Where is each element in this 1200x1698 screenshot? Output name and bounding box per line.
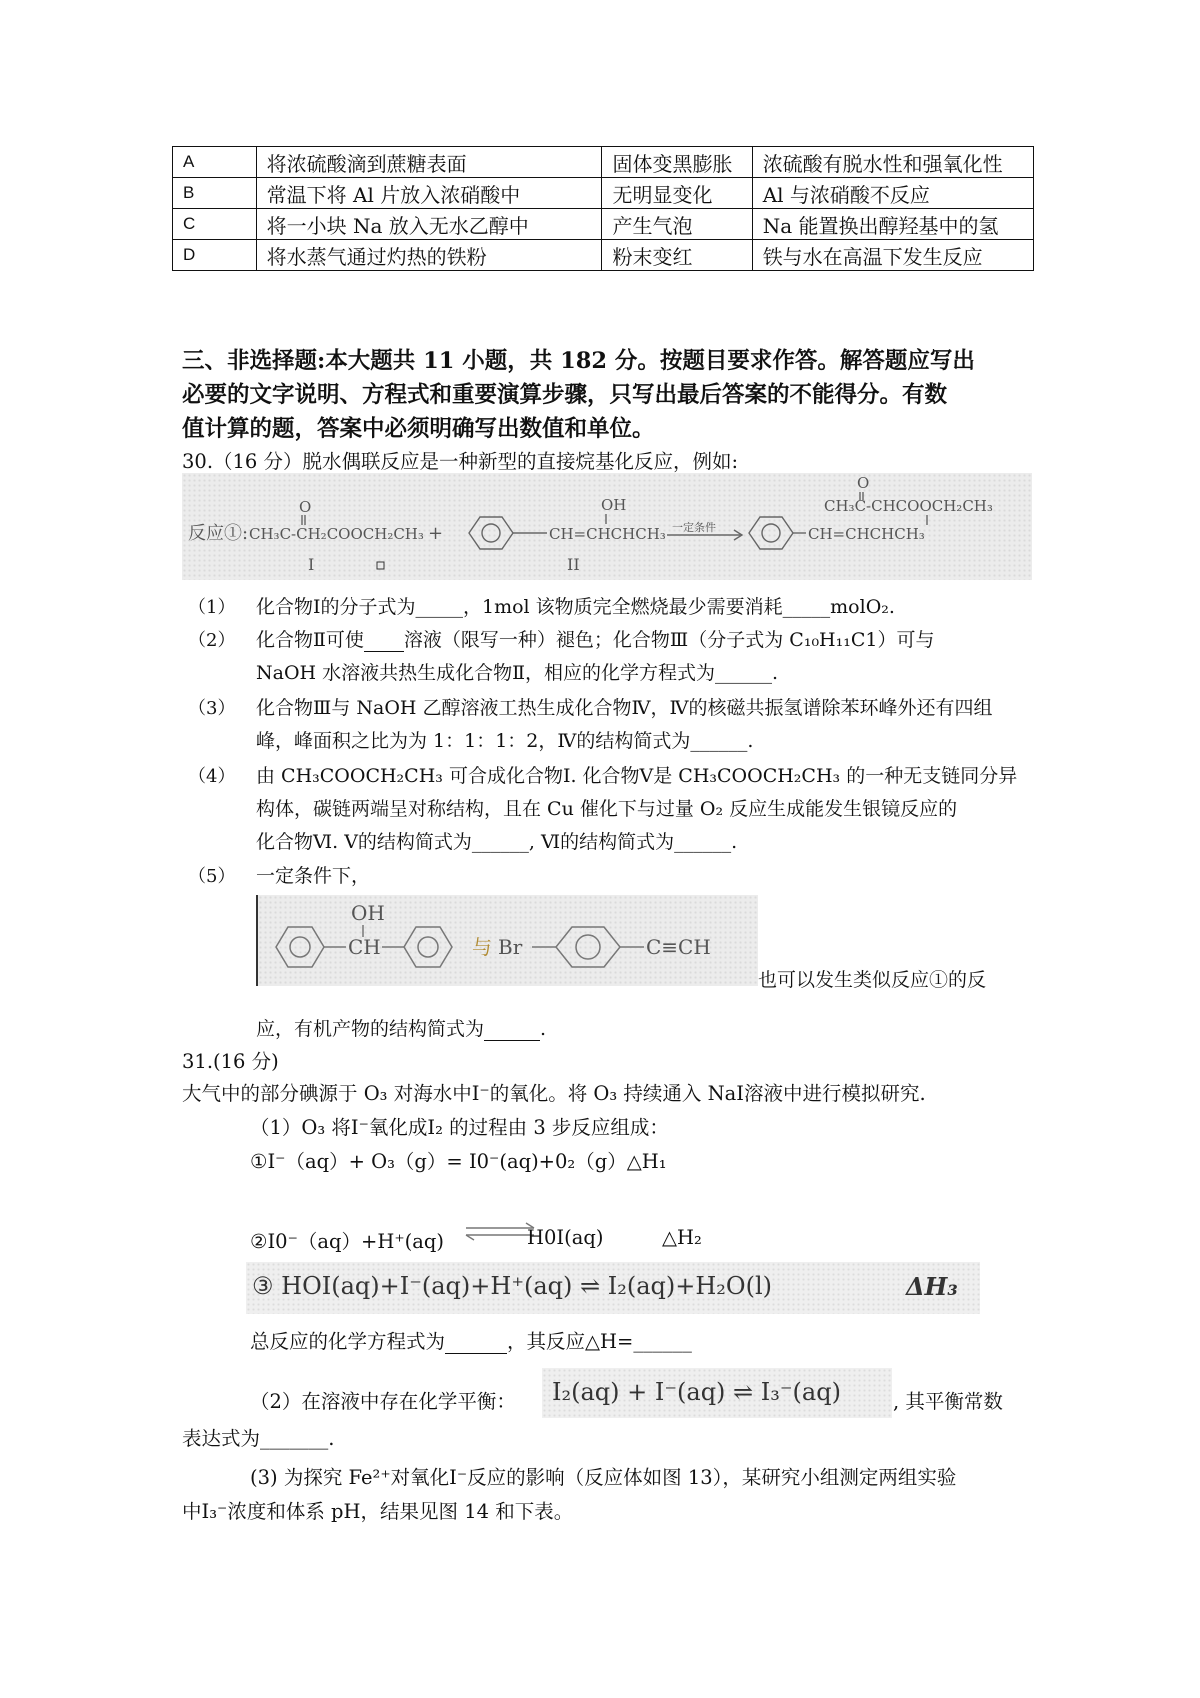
q30-part5-text-a: 应，有机产物的结构简式为 xyxy=(256,1018,485,1040)
product-benzene-inner-icon xyxy=(762,524,780,542)
q31-step1: ①Ⅰ⁻（aq）+ O₃（g）= Ⅰ0⁻(aq)+0₂（g）△H₁ xyxy=(250,1150,667,1173)
q31-intro: 大气中的部分碘源于 O₃ 对海水中Ⅰ⁻的氧化。将 O₃ 持续通入 NaⅠ溶液中进行模拟研究. xyxy=(182,1082,926,1105)
q31-part1: （1）O₃ 将Ⅰ⁻氧化成Ⅰ₂ 的过程由 3 步反应组成： xyxy=(250,1116,669,1139)
option-conclusion: Al 与浓硝酸不反应 xyxy=(752,178,1033,209)
q30-part1-number: （1） xyxy=(188,597,236,618)
second-ring-inner-icon xyxy=(418,937,438,957)
step3-enthalpy: ΔH₃ xyxy=(906,1272,958,1301)
q31-part3-line2: 中Ⅰ₃⁻浓度和体系 pH，结果见图 14 和下表。 xyxy=(182,1500,574,1523)
option-row-a xyxy=(173,147,1034,178)
third-ring-icon xyxy=(556,927,620,967)
third-ring-inner-icon xyxy=(576,935,600,959)
q31-total-text-b: ，其反应△H=______ xyxy=(507,1330,692,1353)
option-phenomenon: 无明显变化 xyxy=(602,178,752,209)
p5-alkyne-label: C≡CH xyxy=(646,935,711,959)
part2-equation: I₂(aq) + I⁻(aq) ⇌ I₃⁻(aq) xyxy=(552,1378,841,1406)
option-letter: C xyxy=(173,209,257,240)
q31-part2-line2: 表达式为_______. xyxy=(182,1427,335,1450)
q30-part3-line2: 峰，峰面积之比为为 1：1：1：2，Ⅳ的结构简式为______. xyxy=(256,730,754,752)
q31-part3-line1: (3) 为探究 Fe²⁺对氧化Ⅰ⁻反应的影响（反应体如图 13），某研究小组测定两组实验 xyxy=(250,1466,957,1489)
p5-oh-label: OH xyxy=(351,901,385,925)
plus-sign: + xyxy=(428,523,444,544)
q30-part2-line2: NaOH 水溶液共热生成化合物Ⅱ，相应的化学方程式为______. xyxy=(256,662,779,684)
option-conclusion: 铁与水在高温下发生反应 xyxy=(752,240,1033,271)
q30-part4-line1: 由 CH₃COOCH₂CH₃ 可合成化合物Ⅰ. 化合物Ⅴ是 CH₃COOCH₂CH₃ 的一种无支链同分异 xyxy=(256,765,1018,787)
product-bottom-formula: CH=CHCHCH₃ xyxy=(808,525,925,543)
reaction-5-image xyxy=(256,895,758,986)
q31-title: 31.(16 分) xyxy=(182,1050,279,1073)
q30-part4-line2: 构体，碳链两端呈对称结构，且在 Cu 催化下与过量 O₂ 反应生成能发生银镜反应的 xyxy=(256,798,958,820)
q30-part1: 化合物Ⅰ的分子式为_____，1mol 该物质完全燃烧最少需要消耗_____molO₂. xyxy=(256,596,895,618)
phenyl-ring-icon xyxy=(276,927,324,967)
q30-part2-blank xyxy=(364,629,404,652)
q31-part2-text: （2）在溶液中存在化学平衡： xyxy=(250,1390,516,1413)
q30-part5-tail: 也可以发生类似反应①的反 xyxy=(758,969,987,991)
compound-label-2: II xyxy=(567,555,580,574)
q30-part2-text-a: 化合物Ⅱ可使 xyxy=(256,629,364,651)
q30-part5-line3 xyxy=(256,1014,546,1041)
q31-step2-right: H0Ⅰ(aq) xyxy=(527,1226,604,1249)
reactant1-formula: CH₃C-CH₂COOCH₂CH₃ xyxy=(249,525,424,543)
q30-stem: 30.（16 分）脱水偶联反应是一种新型的直接烷基化反应，例如: xyxy=(182,450,739,473)
section-heading-line-3: 值计算的题，答案中必须明确写出数值和单位。 xyxy=(182,416,655,442)
section-heading-line-2: 必要的文字说明、方程式和重要演算步骤，只写出最后答案的不能得分。有数 xyxy=(182,382,948,408)
option-row-c xyxy=(173,209,1034,240)
q30-part4-number: （4） xyxy=(188,766,236,787)
q30-part5-text-b: . xyxy=(540,1018,547,1040)
p5-with-label: 与 xyxy=(472,935,492,959)
reaction-1-image xyxy=(182,473,1032,580)
reaction-1-drawing xyxy=(182,473,1032,580)
reaction-label: 反应①: xyxy=(188,523,249,544)
option-operation: 将水蒸气通过灼热的铁粉 xyxy=(256,240,602,271)
q31-total-line xyxy=(250,1326,692,1354)
q31-part2-tail: , 其平衡常数 xyxy=(893,1390,1003,1413)
option-operation: 常温下将 Al 片放入浓硝酸中 xyxy=(256,178,602,209)
options-table xyxy=(172,146,1034,271)
second-ring-icon xyxy=(404,927,452,967)
reactant2-formula: CH=CHCHCH₃ xyxy=(549,525,666,543)
product-top-formula: CH₃C-CHCOOCH₂CH₃ xyxy=(824,497,993,515)
step3-equation-image xyxy=(246,1262,980,1314)
option-phenomenon: 粉末变红 xyxy=(602,240,752,271)
option-row-b xyxy=(173,178,1034,209)
step3-equation: ③ HOI(aq)+I⁻(aq)+H⁺(aq) ⇌ I₂(aq)+H₂O(l) xyxy=(252,1272,772,1300)
phenyl-ring-inner-icon xyxy=(290,937,310,957)
p5-br-label: Br xyxy=(498,935,523,959)
reaction-condition: 一定条件 xyxy=(672,521,716,534)
compound-label-1: I xyxy=(308,555,315,574)
q30-part5-line1: 一定条件下， xyxy=(256,865,371,887)
q30-part2-number: （2） xyxy=(188,630,236,651)
small-box-mark xyxy=(377,562,384,569)
option-operation: 将浓硫酸滴到蔗糖表面 xyxy=(256,147,602,178)
p5-ch-label: CH xyxy=(348,935,381,959)
q30-part3-number: （3） xyxy=(188,698,236,719)
q30-part3-line1: 化合物Ⅲ与 NaOH 乙醇溶液工热生成化合物Ⅳ，Ⅳ的核磁共振氢谱除苯环峰外还有四组 xyxy=(256,697,993,719)
q30-part2-text-b: 溶液（限写一种）褪色；化合物Ⅲ（分子式为 C₁₀H₁₁C1）可与 xyxy=(403,629,935,651)
q31-total-text-a: 总反应的化学方程式为 xyxy=(250,1330,446,1353)
option-row-d xyxy=(173,240,1034,271)
option-letter: A xyxy=(173,147,257,178)
q30-part4-line3: 化合物Ⅵ. Ⅴ的结构简式为______, Ⅵ的结构简式为______. xyxy=(256,831,738,853)
product-carbonyl-o: O xyxy=(857,474,870,492)
option-phenomenon: 产生气泡 xyxy=(602,209,752,240)
reactant1-carbonyl-o: O xyxy=(299,498,312,516)
q31-step2-dh: △H₂ xyxy=(662,1226,702,1249)
q30-part5-number: （5） xyxy=(188,866,236,887)
option-phenomenon: 固体变黑膨胀 xyxy=(602,147,752,178)
reaction-5-drawing xyxy=(258,895,758,986)
option-letter: D xyxy=(173,240,257,271)
product-benzene-ring-icon xyxy=(749,517,793,549)
q31-total-blank xyxy=(445,1330,507,1354)
q30-part5-blank xyxy=(484,1018,540,1041)
option-operation: 将一小块 Na 放入无水乙醇中 xyxy=(256,209,602,240)
benzene-ring-inner-icon xyxy=(482,524,500,542)
benzene-ring-icon xyxy=(469,517,513,549)
q31-step2-left: ②Ⅰ0⁻（aq）+H⁺(aq) xyxy=(250,1230,444,1253)
option-conclusion: Na 能置换出醇羟基中的氢 xyxy=(752,209,1033,240)
q30-part2-line1 xyxy=(256,625,935,652)
reactant2-oh: OH xyxy=(601,496,627,514)
option-letter: B xyxy=(173,178,257,209)
part2-equation-image xyxy=(542,1368,892,1418)
option-conclusion: 浓硫酸有脱水性和强氧化性 xyxy=(752,147,1033,178)
section-heading-line-1: 三、非选择题:本大题共 11 小题，共 182 分。按题目要求作答。解答题应写出 xyxy=(182,348,975,374)
